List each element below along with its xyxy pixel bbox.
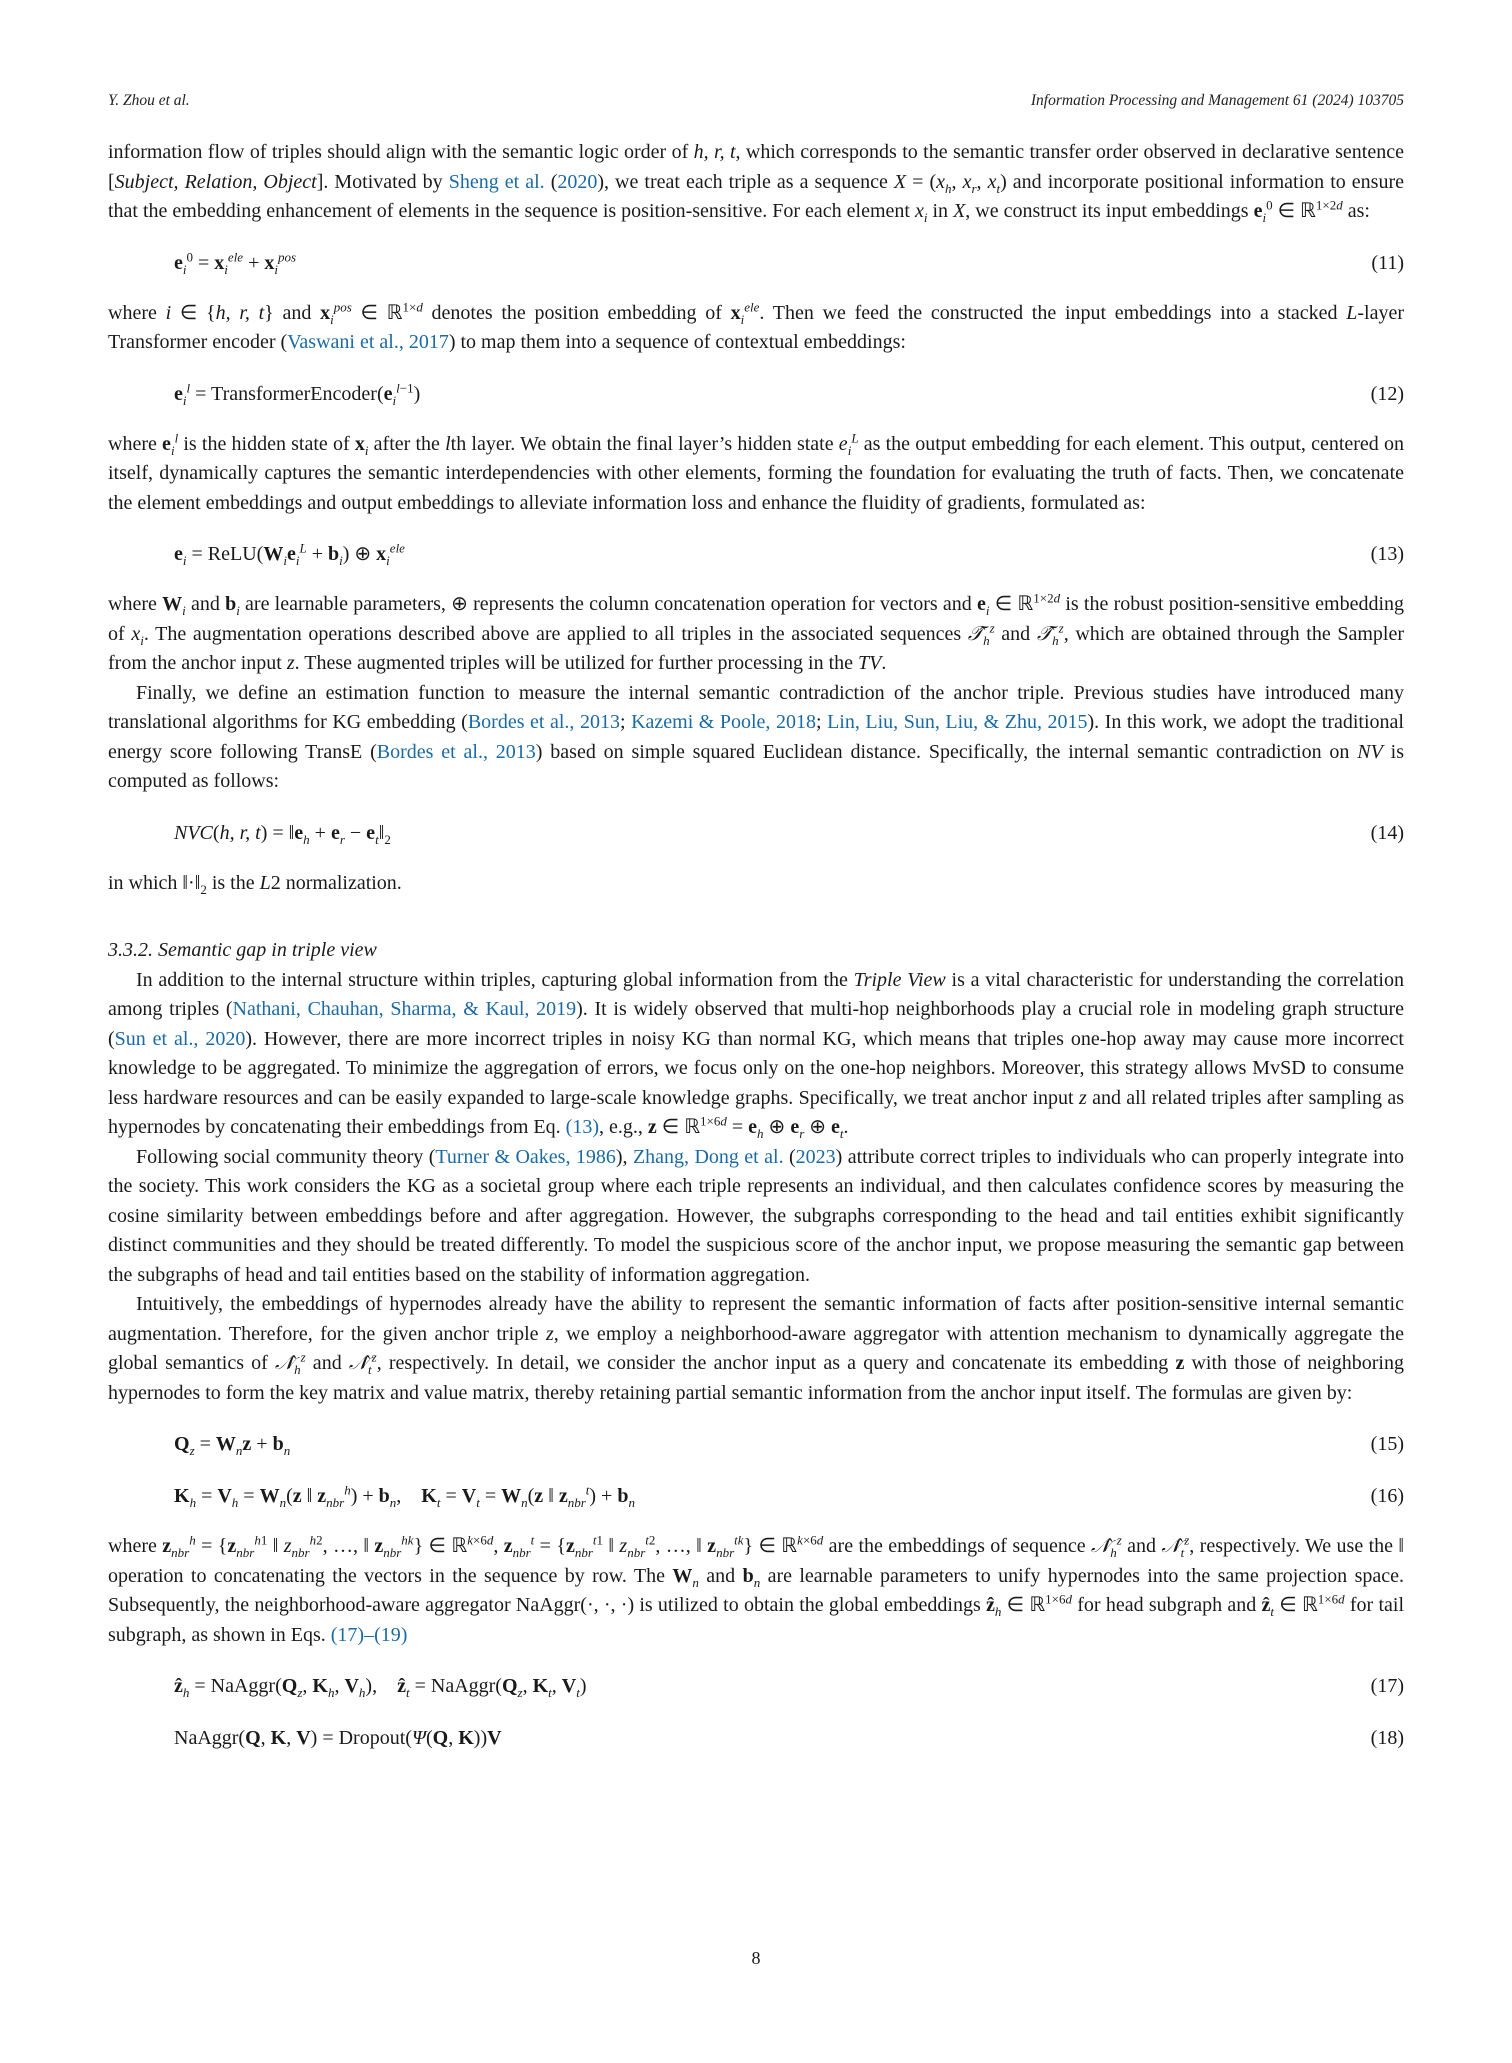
running-header	[108, 92, 1404, 116]
citation-lin[interactable]: Lin, Liu, Sun, Liu, & Zhu, 2015	[827, 711, 1088, 733]
header-authors: Y. Zhou et al.	[108, 92, 190, 109]
citation-kazemi[interactable]: Kazemi & Poole, 2018	[631, 711, 816, 733]
paragraph: in which $‖\cdot‖_2$ is the L2 normalization.	[108, 871, 402, 897]
equation-number: (13)	[1370, 543, 1404, 565]
paragraph: Intuitively, the embeddings of hypernodes already have the ability to represent the semantic information of facts after position-sensitive internal semantic augmentation. Therefore, for the given anchor triple z, we employ a neighborhood-aware aggregator with attention mechanism to dynamically aggregate the global semantics of $𝒩̂_h^z$ and $𝒩̂_t^z$, respectively. In detail, we consider the anchor input as a query and concatenate its embedding z with those of neighboring hypernodes to form the key matrix and value matrix, thereby retaining partial semantic information from the anchor input itself. The formulas are given by:	[108, 1293, 1404, 1404]
section-heading: 3.3.2. Semantic gap in triple view	[108, 939, 377, 961]
paragraph: In addition to the internal structure within triples, capturing global information from the Triple View is a vital characteristic for understanding the correlation among triples (Nathani, Chauhan, Sharma, & Kaul, 2019). It is widely observed that multi-hop neighborhoods play a crucial role in modeling graph structure (Sun et al., 2020). However, there are more incorrect triples in noisy KG than normal KG, which means that triples one-hop away may cause more incorrect knowledge to be aggregated. To minimize the aggregation of errors, we focus only on the one-hop neighbors. Moreover, this strategy allows MvSD to consume less hardware resources and can be easily expanded to large-scale knowledge graphs. Specifically, we treat anchor input z and all related triples after sampling as hypernodes by concatenating their embeddings from Eq. (13), e.g., z ∈ ℝ$^{1\times 6d}$ = $e_h$ ⊕ $e_r$ ⊕ $e_t$.	[108, 968, 1404, 1141]
equation-number: (18)	[1370, 1727, 1404, 1749]
paragraph: where $W_i$ and $b_i$ are learnable parameters, ⊕ represents the column concatenation operation for vectors and $e_i$ ∈ ℝ$^{1\times 2d}$ is the robust position-sensitive embedding of $x_i$. The augmentation operations described above are applied to all triples in the associated sequences $𝒯̂_h^z$ and $𝒯̂_h^z$, which are obtained through the Sampler from the anchor input z. These augmented triples will be utilized for further processing in the TV.	[108, 590, 1405, 674]
equation-11: $e_i^0 = x_i^{ele} + x_i^{pos}$ (11)	[174, 248, 1404, 277]
equation-number: (16)	[1370, 1485, 1404, 1507]
equation-number: (12)	[1370, 382, 1404, 405]
equation-link-13[interactable]: (13)	[565, 1116, 599, 1138]
header-journal: Information Processing and Management 61 (2024) 103705	[1030, 92, 1404, 109]
citation-turner[interactable]: Turner & Oakes, 1986	[435, 1145, 616, 1168]
citation-zhang-year[interactable]: 2023	[795, 1145, 836, 1168]
equation-13: $e_i$ = $ReLU(W_ie_i^L + b_i)$ ⊕ $x_i^{ele}$ (13)	[174, 540, 1404, 568]
equation-link-17-19[interactable]: (17)–(19)	[330, 1623, 408, 1646]
citation-vaswani[interactable]: Vaswani et al., 2017	[287, 331, 449, 353]
equation-12: $e_i^l$ = $TransformerEncoder(e_i^{l-1})$ (12)	[174, 379, 1404, 408]
equation-number: (14)	[1370, 821, 1404, 844]
citation-sun[interactable]: Sun et al., 2020	[114, 1027, 246, 1050]
citation-sheng-year[interactable]: 2020	[557, 170, 598, 193]
equation-18: NaAggr(Q, K, V) = Dropout(Ψ(Q, K))V (18)	[108, 1724, 1404, 1754]
equation-number: (15)	[1370, 1433, 1404, 1455]
paragraph: where $z_{nbr}^h = \{z_{nbr}^{h1}$ ‖ $z_{nbr}^{h2}$, …, ‖ $z_{nbr}^{hk}$} ∈ ℝ$^{k\times 6d}$, $z_{nbr}^t = \{z_{nbr}^{t1}$ ‖ $z_{nbr}^{t2}$, …, ‖ $z_{nbr}^{tk}$} ∈ ℝ$^{k\times 6d}$ are the embeddings of sequence $𝒩̂_h^z$ and $𝒩̂_t^z$, respectively. We use the ‖ operation to concatenating the vectors in the sequence by row. The $W_n$ and $b_n$ are learnable parameters to unify hypernodes into the same projection space. Subsequently, the neighborhood-aware aggregator NaAggr(·, ·, ·) is utilized to obtain the global embeddings ẑ$_h$ ∈ ℝ$^{1\times 6d}$ for head subgraph and ẑ$_t$ ∈ ℝ$^{1\times 6d}$ for tail subgraph, as shown in Eqs. (17)–(19)	[108, 1532, 1405, 1646]
citation-nathani[interactable]: Nathani, Chauhan, Sharma, & Kaul, 2019	[232, 998, 577, 1020]
paragraph: information flow of triples should align with the semantic logic order of h, r, t, which corresponds to the semantic transfer order observed in declarative sentence [Subject, Relation, Object]. Motivated by Sheng et al. (2020), we treat each triple as a sequence $X = (x_h$, $x_r$, $x_t$) and incorporate positional information to ensure that the embedding enhancement of elements in the sequence is position-sensitive. For each element $x_i$ in X, we construct its input embeddings $e_i^0$ ∈ ℝ$^{1\times 2d}$ as:	[108, 141, 1404, 225]
paragraph: where i ∈ {h, r, t} and $x_i^{pos}$ ∈ ℝ$^{1\times d}$ denotes the position embedding of $x_i^{ele}$. Then we feed the constructed the input embeddings into a stacked L-layer Transformer encoder (Vaswani et al., 2017) to map them into a sequence of contextual embeddings:	[108, 298, 1405, 353]
equation-15: $Q_z = W_nz + b_n$ (15)	[108, 1430, 1404, 1460]
paragraph: Finally, we define an estimation function to measure the internal semantic contradiction of the anchor triple. Previous studies have introduced many translational algorithms for KG embedding (Bordes et al., 2013; Kazemi & Poole, 2018; Lin, Liu, Sun, Liu, & Zhu, 2015). In this work, we adopt the traditional energy score following TransE (Bordes et al., 2013) based on simple squared Euclidean distance. Specifically, the internal semantic contradiction on NV is computed as follows:	[108, 681, 1404, 792]
citation-bordes[interactable]: Bordes et al., 2013	[467, 711, 620, 733]
paragraph: Following social community theory (Turner & Oakes, 1986), Zhang, Dong et al. (2023) attribute correct triples to individuals who can properly integrate into the society. This work considers the KG as a societal group where each triple represents an individual, and then calculates confidence scores by measuring the cosine similarity between embeddings before and after aggregation. However, the subgraphs corresponding to the head and tail entities exhibit significantly distinct communities and they should be treated differently. To model the suspicious score of the anchor input, we propose measuring the semantic gap between the subgraphs of head and tail entities based on the stability of information aggregation.	[108, 1145, 1405, 1286]
citation-zhang[interactable]: Zhang, Dong et al.	[632, 1145, 784, 1168]
equation-number: (17)	[1370, 1675, 1404, 1697]
citation-sheng[interactable]: Sheng et al.	[448, 170, 545, 193]
page-number: 8	[751, 1948, 761, 1968]
equation-17: ẑ$_h$ = $NaAggr(Q_z$, $K_h$, $V_h$), ẑ$_t$ = $NaAggr(Q_z$, $K_t$, $V_t$) (17)	[108, 1672, 1404, 1702]
equation-16: $K_h = V_h = W_n(z$ ‖ $z_{nbr}^h) + b_n$, $K_t = V_t = W_n(z$ ‖ $z_{nbr}^t) + b_n$ (16)	[174, 1482, 1404, 1510]
equation-number: (11)	[1371, 251, 1404, 274]
paragraph: where $e_i^l$ is the hidden state of $x_i$ after the lth layer. We obtain the final layer’s hidden state $e_i^L$ as the output embedding for each element. This output, centered on itself, dynamically captures the semantic interdependencies with other elements, forming the foundation for evaluating the truth of facts. Then, we concatenate the element embeddings and output embeddings to alleviate information loss and enhance the fluidity of gradients, formulated as:	[108, 429, 1404, 514]
page-body	[108, 138, 1404, 1774]
equation-14: NVC(h, r, $t) = ‖e_h + e_r$ − $e_t‖_2$ (14)	[108, 819, 1404, 849]
citation-bordes[interactable]: Bordes et al., 2013	[376, 740, 536, 763]
